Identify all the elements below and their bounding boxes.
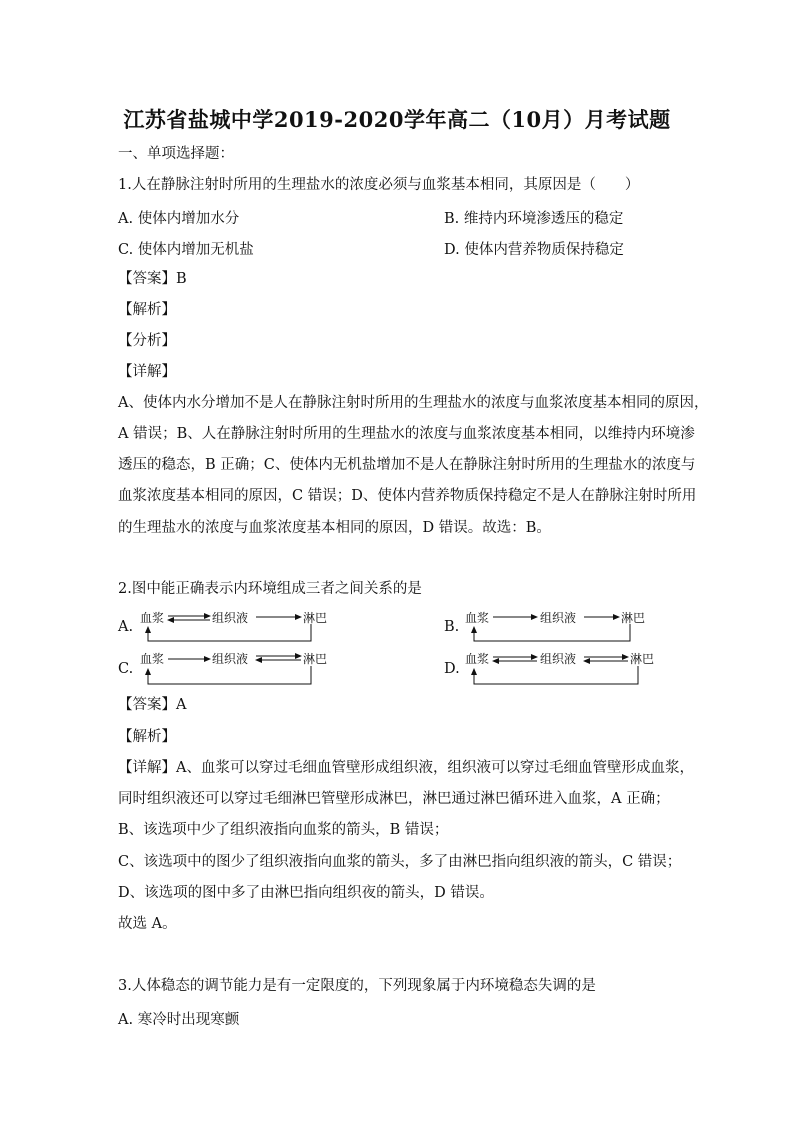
node-tissue-fluid: 组织液 — [212, 652, 249, 666]
q1-detail-line: 透压的稳态，B 正确；C、使体内无机盐增加不是人在静脉注射时所用的生理盐水的浓度与 — [118, 457, 696, 473]
q1-stem: 1.人在静脉注射时所用的生理盐水的浓度必须与血浆基本相同，其原因是（ ） — [118, 177, 640, 193]
q1-option-c: C. 使体内增加无机盐 — [118, 242, 254, 258]
node-lymph: 淋巴 — [630, 652, 655, 666]
node-tissue-fluid: 组织液 — [540, 652, 577, 666]
node-plasma: 血浆 — [465, 652, 490, 666]
q1-answer: 【答案】B — [118, 271, 187, 287]
q2-diagram-a — [140, 610, 327, 641]
q1-option-b: B. 维持内环境渗透压的稳定 — [444, 211, 624, 227]
arrow — [474, 624, 630, 641]
q2-option-c-label: C. — [118, 661, 134, 677]
arrow — [474, 666, 638, 684]
node-tissue-fluid: 组织液 — [540, 611, 577, 625]
q1-analysis-label: 【解析】 — [118, 302, 176, 318]
q1-option-d: D. 使体内营养物质保持稳定 — [444, 242, 624, 258]
q2-option-d-label: D. — [444, 661, 460, 677]
q2-detail-line: 故选 A。 — [118, 916, 177, 932]
q3-stem: 3.人体稳态的调节能力是有一定限度的，下列现象属于内环境稳态失调的是 — [118, 978, 596, 994]
arrow — [148, 666, 311, 684]
q1-detail-label: 【详解】 — [118, 364, 176, 380]
node-lymph: 淋巴 — [303, 611, 328, 625]
node-plasma: 血浆 — [140, 652, 165, 666]
q2-option-a-label: A. — [118, 619, 134, 635]
q2-detail-line: B、该选项中少了组织液指向血浆的箭头，B 错误； — [118, 822, 449, 838]
arrow — [148, 624, 311, 641]
node-lymph: 淋巴 — [303, 652, 328, 666]
q2-stem: 2.图中能正确表示内环境组成三者之间关系的是 — [118, 581, 422, 597]
q2-detail-line: D、该选项的图中多了由淋巴指向组织夜的箭头，D 错误。 — [118, 885, 494, 901]
page-title: 江苏省盐城中学2019-2020学年高二（10月）月考试题 — [123, 107, 671, 132]
q2-diagram-b — [465, 610, 645, 641]
q2-analysis-label: 【解析】 — [118, 729, 176, 745]
q1-detail-line: 血浆浓度基本相同的原因，C 错误；D、使体内营养物质保持稳定不是人在静脉注射时所用 — [118, 488, 697, 504]
q3-option-a: A. 寒冷时出现寒颤 — [118, 1012, 240, 1028]
q1-option-a: A. 使体内增加水分 — [118, 211, 240, 227]
q2-diagram-c — [140, 651, 327, 684]
q2-detail-line: 同时组织液还可以穿过毛细淋巴管壁形成淋巴，淋巴通过淋巴循环进入血浆，A 正确； — [118, 791, 670, 807]
q1-fenxi-label: 【分析】 — [118, 333, 176, 349]
node-lymph: 淋巴 — [621, 611, 646, 625]
section-heading: 一、单项选择题： — [118, 146, 234, 162]
q1-detail-line: A 错误；B、人在静脉注射时所用的生理盐水的浓度与血浆浓度基本相同，以维持内环境渗 — [118, 426, 695, 442]
q1-detail-line: 的生理盐水的浓度与血浆浓度基本相同的原因，D 错误。故选：B。 — [118, 520, 551, 536]
node-tissue-fluid: 组织液 — [212, 611, 249, 625]
q2-detail-line: 【详解】A、血浆可以穿过毛细血管壁形成组织液，组织液可以穿过毛细血管壁形成血浆， — [118, 760, 694, 776]
q2-answer: 【答案】A — [118, 697, 187, 713]
q1-detail-line: A、使体内水分增加不是人在静脉注射时所用的生理盐水的浓度与血浆浓度基本相同的原因， — [118, 395, 709, 411]
node-plasma: 血浆 — [140, 611, 165, 625]
q2-option-b-label: B. — [444, 619, 460, 635]
node-plasma: 血浆 — [465, 611, 490, 625]
q2-detail-line: C、该选项中的图少了组织液指向血浆的箭头，多了由淋巴指向组织液的箭头，C 错误； — [118, 854, 682, 870]
q2-diagram-d — [465, 651, 654, 684]
